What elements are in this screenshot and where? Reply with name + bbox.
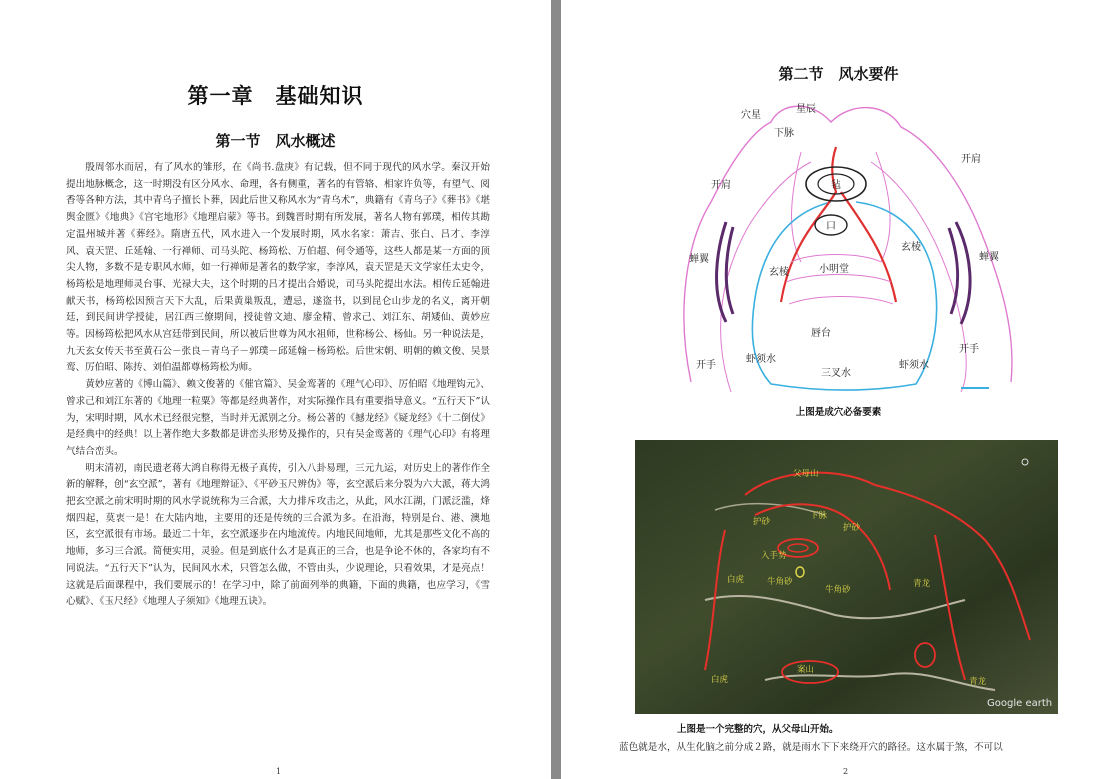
google-earth-watermark: Google earth xyxy=(987,698,1053,709)
section-title: 第一节 风水概述 xyxy=(215,132,336,150)
label-chanyi-left: 蝉翼 xyxy=(689,254,709,265)
label-xiamai: 下脉 xyxy=(810,511,828,521)
chapter-title: 第一章 基础知识 xyxy=(187,83,364,108)
label-xuanleng-left: 玄棱 xyxy=(769,267,789,278)
label-xingchen: 星辰 xyxy=(796,104,816,115)
wing-right xyxy=(949,222,970,324)
label-xiaxushui-right: 虾须水 xyxy=(899,360,929,371)
label-baihu-bottom: 白虎 xyxy=(711,675,729,685)
satellite-photo xyxy=(635,440,1058,714)
label-sanchashui: 三叉水 xyxy=(821,368,851,379)
body-text xyxy=(66,160,490,611)
fengshui-elements-diagram xyxy=(671,92,1021,398)
label-xiaxushui-left: 虾须水 xyxy=(746,354,776,365)
section-title: 第二节 风水要件 xyxy=(778,65,899,83)
figure-caption: 上图是成穴必备要素 xyxy=(795,407,882,418)
label-niujiaosha-right: 牛角砂 xyxy=(825,585,851,595)
document-page-1 xyxy=(0,0,551,779)
label-rushoushi: 入手势 xyxy=(761,551,787,561)
page-number: 1 xyxy=(276,767,282,776)
label-kaijian-left: 开肩 xyxy=(711,180,731,191)
label-xiamai: 下脉 xyxy=(774,128,794,139)
label-chuntai: 唇台 xyxy=(811,328,831,339)
label-niujiaosha-left: 牛角砂 xyxy=(767,577,793,587)
label-kaijian-right: 开肩 xyxy=(961,154,981,165)
paragraph: 殷周邻水而居，有了风水的雏形，在《尚书.盘庚》有记载，但不同于现代的风水学。秦汉开始提出地脉概念，这一时期没有区分风水、命理，各有侧重，著名的有管辂、相家许负等，有望气、阅香等各种方法，其中青乌子擅长卜葬，因此后世又称风水为“青乌术”，典籍有《青乌子》《葬书》《堪舆金匮》《地典》《宫宅地形》《地理启蒙》等书。到魏晋时期有所发展，著名人物有郭璞，相传其勘定温州城并著《葬经》。隋唐五代，风水进入一个发展时期，风水名家：萧吉、张白、吕才、李淳风、袁天罡、丘延翰、一行禅师、司马头陀、杨筠松、万伯超、何令通等，这些人都是某一方面的顶尖人物，多数不是专职风水师，如一行禅师是著名的数学家，李淳风，袁天罡是天文学家任太史令，杨筠松是地理师灵台事、光禄大夫，这个时期的吕才提出合婚说，司马头陀提出水法。相传丘延翰进献天书，杨筠松因预言天下大乱，后果黄巢叛乱，遭忌，遂盗书，以到昆仑山步龙的名义，离开朝廷，到民间讲学授徒，居江西三僚期间，授徒曾文迪、廖金精、曾求己、刘江东、胡矮仙、黄妙应等。因杨筠松把风水从宫廷带到民间，所以被后世尊为风水祖师，世称杨公、杨仙。另一种说法是，九天玄女传天书至黄石公－张良－青乌子－郭璞－邱延翰－杨筠松。后世宋朝、明朝的赖文俊、吴景鸾、厉伯昭、陈抟、刘伯温都尊杨筠松为师。 xyxy=(66,162,490,374)
document-page-2 xyxy=(561,0,1116,779)
vein-line xyxy=(841,192,896,302)
label-baihu-top: 白虎 xyxy=(727,575,745,585)
label-xuanleng-right: 玄棱 xyxy=(901,242,921,253)
label-fumushan: 父母山 xyxy=(793,469,819,479)
label-kou: 口 xyxy=(826,221,836,232)
label-husha-right: 护砂 xyxy=(843,523,861,533)
label-dian: 毡 xyxy=(831,180,841,191)
wing-left xyxy=(717,222,733,322)
label-chanyi-right: 蝉翼 xyxy=(979,252,999,263)
body-text-line: 蓝色就是水，从生化脑之前分成２路，就是雨水下下来绕开穴的路径。这水属于煞，不可以 xyxy=(619,742,1003,753)
label-husha-left: 护砂 xyxy=(753,517,771,527)
mountain-outline xyxy=(684,106,1012,382)
terrain-background xyxy=(635,440,1058,714)
paragraph: 黄妙应著的《博山篇》、赖文俊著的《催官篇》、吴金鸾著的《理气心印》、厉伯昭《地理钩元》、曾求己和刘江东著的《地理一粒粟》等都是经典著作，对实际操作具有重要指导意义。“五行天下”认为，宋明时期，风水术已经很完整，当时并无派别之分。杨公著的《撼龙经》《疑龙经》《十二倒仗》是经典中的经典！以上著作绝大多数都是讲峦头形势及操作的，只有吴金鸾著的《理气心印》有将理气结合峦头。 xyxy=(66,379,490,457)
label-anshan: 案山 xyxy=(797,665,815,675)
paragraph: 明末清初，南民遗老蒋大鸿自称得无极子真传，引入八卦易理，三元九运，对历史上的著作作全新的解释，创“玄空派”，著有《地理辩证》、《平砂玉尺辨伪》等，玄空派后来分裂为六大派，蒋大鸿把玄空派之前宋明时期的风水学说统称为三合派，大力排斥攻击之，从此，风水江湖，门派泛滥，烽烟四起，莫衷一是！在大陆内地，主要用的还是传统的三合派为多。在沿海，特别是台、港、澳地区，玄空派很有市场。最近二十年，玄空派逐步在内地流传。内地民间地师，尤其是那些文化不高的地师，多习三合派。简便实用，灵验。但是到底什么才是真正的三合，也是争论不休的，各家均有不同说法。“五行天下”认为，民间风水术，只管怎么做，不管由头，少说理论，只看效果，才是亮点！这就是后面课程中，我们要展示的！在学习中，除了前面列举的典籍，下面的典籍，也应学习，《雪心赋》、《玉尺经》《地理人子须知》《地理五诀》。 xyxy=(66,462,490,608)
figure-caption: 上图是一个完整的穴，从父母山开始。 xyxy=(677,724,839,735)
label-kaishou-left: 开手 xyxy=(696,360,716,371)
label-qinglong-bottom: 青龙 xyxy=(969,677,987,687)
label-xuexing: 穴星 xyxy=(741,110,761,121)
label-xiaomingtang: 小明堂 xyxy=(819,264,849,275)
label-qinglong-top: 青龙 xyxy=(913,579,931,589)
page-number: 2 xyxy=(843,767,849,776)
contour-lines xyxy=(786,255,893,305)
label-kaishou-right: 开手 xyxy=(959,344,979,355)
